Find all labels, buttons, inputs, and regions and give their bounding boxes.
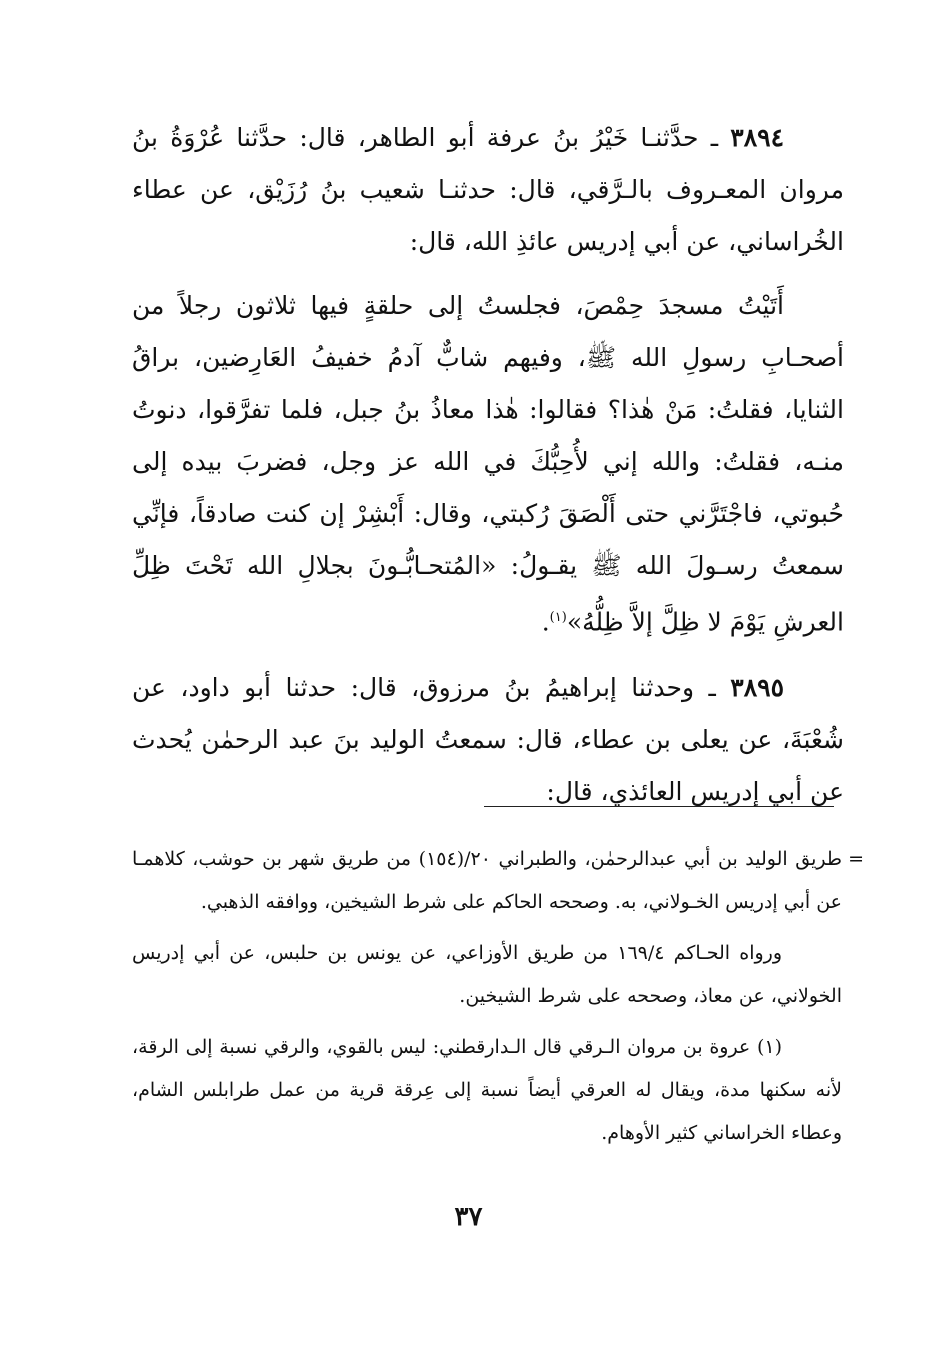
footnote-1: (١) عروة بن مروان الـرقي قال الـدارقطني: ليس بالقوي، والرقي نسبة إلى الرقة، لأنه سكنها مدة، ويقال له العرقي أيضاً نسبة إلى عِرقة قرية من عمل طرابلس الشام، وعطاء الخراساني كثير الأوهام. [132, 1036, 842, 1144]
hadith-isnad: ـ حدَّثنـا خَيْرُ بنُ عرفة أبو الطاهر، قال: حدَّثنا عُرْوَةُ بنُ مروان المعـروف بالـرَّقي، قال: حدثنـا شعيب بنُ رُزَيْق، عن عطاء الخُراساني، عن أبي إدريس عائذِ الله، قال: [132, 123, 844, 256]
hadith-number: ٣٨٩٥ [730, 673, 784, 703]
footnote-separator [484, 806, 834, 807]
continuation-mark: = [848, 848, 864, 870]
sentence-end: . [541, 607, 550, 637]
footnote-ref[interactable]: (١) [549, 610, 567, 625]
hadith-isnad: ـ وحدثنا إبراهيمُ بنُ مرزوق، قال: حدثنا أبو داود، عن شُعْبَةَ، عن يعلى بن عطاء، قال: سمعتُ الوليد بنَ عبد الرحمٰن يُحدث عن أبي إدريس العائذي، قال: [132, 673, 844, 807]
footnote-continuation [132, 838, 864, 924]
hadith-matn: أَتَيْتُ مسجدَ حِمْصَ، فجلستُ إلى حلقةٍ فيها ثلاثون رجلاً من أصحـابِ رسولِ الله ﷺ، وفيهم شابٌّ آدمُ خفيفُ العَارِضين، براقُ الثنايا، فقلتُ: مَنْ هٰذا؟ فقالوا: هٰذا معاذُ بنُ جبل، فلما تفرَّقوا، دنوتُ منـه، فقلتُ: والله إني لأُحِبُّكَ في الله عز وجل، فضربَ بيده إلى حُبوتي، فاجْتَرَّني حتى أَلْصَقَ رُكبتي، وقال: أَبْشِرْ إن كنت صادقاً، فإنِّي سمعتُ رسـولَ الله ﷺ يقـولُ: «المُتحـابُّـونَ بجلالِ الله تَحْتَ ظِلِّ العرشِ يَوْمَ لا ظِلَّ إلاَّ ظِلُّهُ» [132, 291, 844, 637]
hadith-3894 [132, 112, 844, 268]
hadith-3894-matn [132, 280, 844, 648]
hadith-3895 [132, 662, 844, 818]
hadith-number: ٣٨٩٤ [730, 123, 784, 152]
footnote-text: طريق الوليد بن أبي عبدالرحمٰن، والطبراني ٢٠/(١٥٤) من طريق شهر بن حوشب، كلاهمـا عن أبي إدريس الخـولاني، به. وصححه الحاكم على شرط الشيخين، ووافقه الذهبي. [132, 848, 842, 913]
page-number: ٣٧ [454, 1202, 483, 1232]
footnote-text: ورواه الحـاكم ١٦٩/٤ من طريق الأوزاعي، عن يونس بن حلبس، عن أبي إدريس الخولاني، عن معاذ، وصححه على شرط الشيخين. [132, 942, 842, 1007]
main-text [132, 112, 844, 832]
footnotes-section [132, 838, 864, 1163]
